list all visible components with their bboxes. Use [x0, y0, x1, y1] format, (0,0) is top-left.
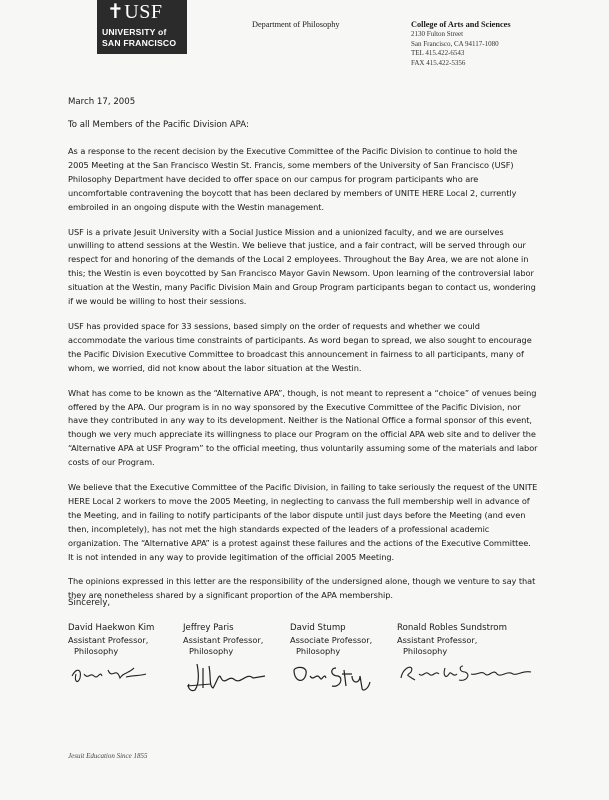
college-address-block — [411, 20, 511, 68]
signature-stump — [290, 660, 380, 692]
signatory-sundstrom — [397, 623, 537, 686]
signatory-kim — [68, 623, 154, 690]
address-line: 2130 Fulton Street — [411, 30, 464, 38]
signatory-department: Philosophy — [403, 646, 448, 656]
letter-date: March 17, 2005 — [68, 97, 136, 107]
address-line: San Francisco, CA 94117-1080 — [411, 39, 499, 48]
body-paragraph: What has come to be known as the “Alternative APA”, though, is not meant to represent a “choice” of venues being offered by the APA. Our program is in no way sponsored by the Executive Committee of the Pacific Division, nor have they contributed in any way to its development. Neither is the National Office a formal sponsor of this event, though we very much appreciate its willingness to place our Program on the official APA web site and to deliver the “Alternative APA at USF Program” to the official meeting, thus voluntarily assuming some of the materials and labor costs of our Program. — [68, 387, 538, 468]
signatory-paris — [183, 623, 278, 694]
department-name: Department of Philosophy — [252, 20, 340, 29]
salutation: To all Members of the Pacific Division APA: — [68, 120, 249, 130]
signatory-name: David Haekwon Kim — [68, 623, 155, 633]
footer-motto: Jesuit Education Since 1855 — [68, 752, 148, 760]
fax-line: FAX 415.422-5356 — [411, 58, 466, 67]
closing: Sincerely, — [68, 598, 111, 608]
body-paragraph: USF is a private Jesuit University with a Social Justice Mission and a unionized faculty, and we are ourselves unwilling to attend sessions at the Westin. We believe that justice, and a fair contract, will be served through our respect for and honoring of the demands of the Local 2 employees. Throughout the Bay Area, we are not alone in this; the Westin is even boycotted by San Francisco Mayor Gavin Newsom. Upon learning of the controversial labor situation at the Westin, many Pacific Division Main and Group Program participants began to contact us, wondering if we would be willing to host their sessions. — [68, 226, 536, 307]
signatory-name: David Stump — [290, 623, 346, 633]
letter-body — [68, 145, 538, 614]
signatory-stump — [290, 623, 380, 692]
signatory-title: Assistant Professor, — [68, 635, 149, 645]
signature-sundstrom — [397, 660, 537, 686]
telephone-line: TEL 415.422-6543 — [411, 49, 465, 57]
usf-logo — [97, 0, 187, 54]
college-name: College of Arts and Sciences — [411, 20, 511, 29]
signatory-department: Philosophy — [189, 646, 234, 656]
signatory-name: Ronald Robles Sundstrom — [397, 623, 507, 633]
signatory-title: Associate Professor, — [290, 635, 373, 645]
signatory-department: Philosophy — [74, 646, 119, 656]
logo-mark: ✝USF — [107, 1, 163, 23]
signatory-title: Assistant Professor, — [183, 635, 264, 645]
signatory-title: Assistant Professor, — [397, 635, 478, 645]
body-paragraph: USF has provided space for 33 sessions, based simply on the order of requests and whether we could accommodate the various time constraints of participants. As word began to spread, we also sought to encourage the Pacific Division Executive Committee to broadcast this announcement in fairness to all participants, many of whom, we worried, did not know about the labor situation at the Westin. — [68, 320, 532, 373]
signature-paris — [183, 660, 278, 694]
body-paragraph: As a response to the recent decision by the Executive Committee of the Pacific Division to continue to hold the 2005 Meeting at the San Francisco Westin St. Francis, some members of the University of San Francisco (USF) Philosophy Department have decided to offer space on our campus for program participants who are uncomfortable contravening the boycott that has been declared by members of UNITE HERE Local 2, currently embroiled in an ongoing dispute with the Westin management. — [68, 146, 518, 212]
logo-line-2: SAN FRANCISCO — [102, 38, 177, 48]
signatory-name: Jeffrey Paris — [183, 623, 234, 633]
logo-line-1: UNIVERSITY of — [102, 27, 167, 37]
signature-kim — [68, 660, 153, 690]
body-paragraph: The opinions expressed in this letter are the responsibility of the undersigned alone, though we venture to say that they are nonetheless shared by a significant proportion of the APA membership. — [68, 576, 536, 601]
signatory-department: Philosophy — [296, 646, 341, 656]
body-paragraph: We believe that the Executive Committee of the Pacific Division, in failing to take seriously the request of the UNITE HERE Local 2 workers to move the 2005 Meeting, in neglecting to canvass the full membership well in advance of the Meeting, and in failing to notify participants of the labor dispute until just days before the Meeting (and even then, incompletely), has not met the high standards expected of the leaders of a professional academic organization. The “Alternative APA” is a protest against these failures and the actions of the Executive Committee. It is not intended in any way to provide legitimation of the official 2005 Meeting. — [68, 482, 538, 562]
